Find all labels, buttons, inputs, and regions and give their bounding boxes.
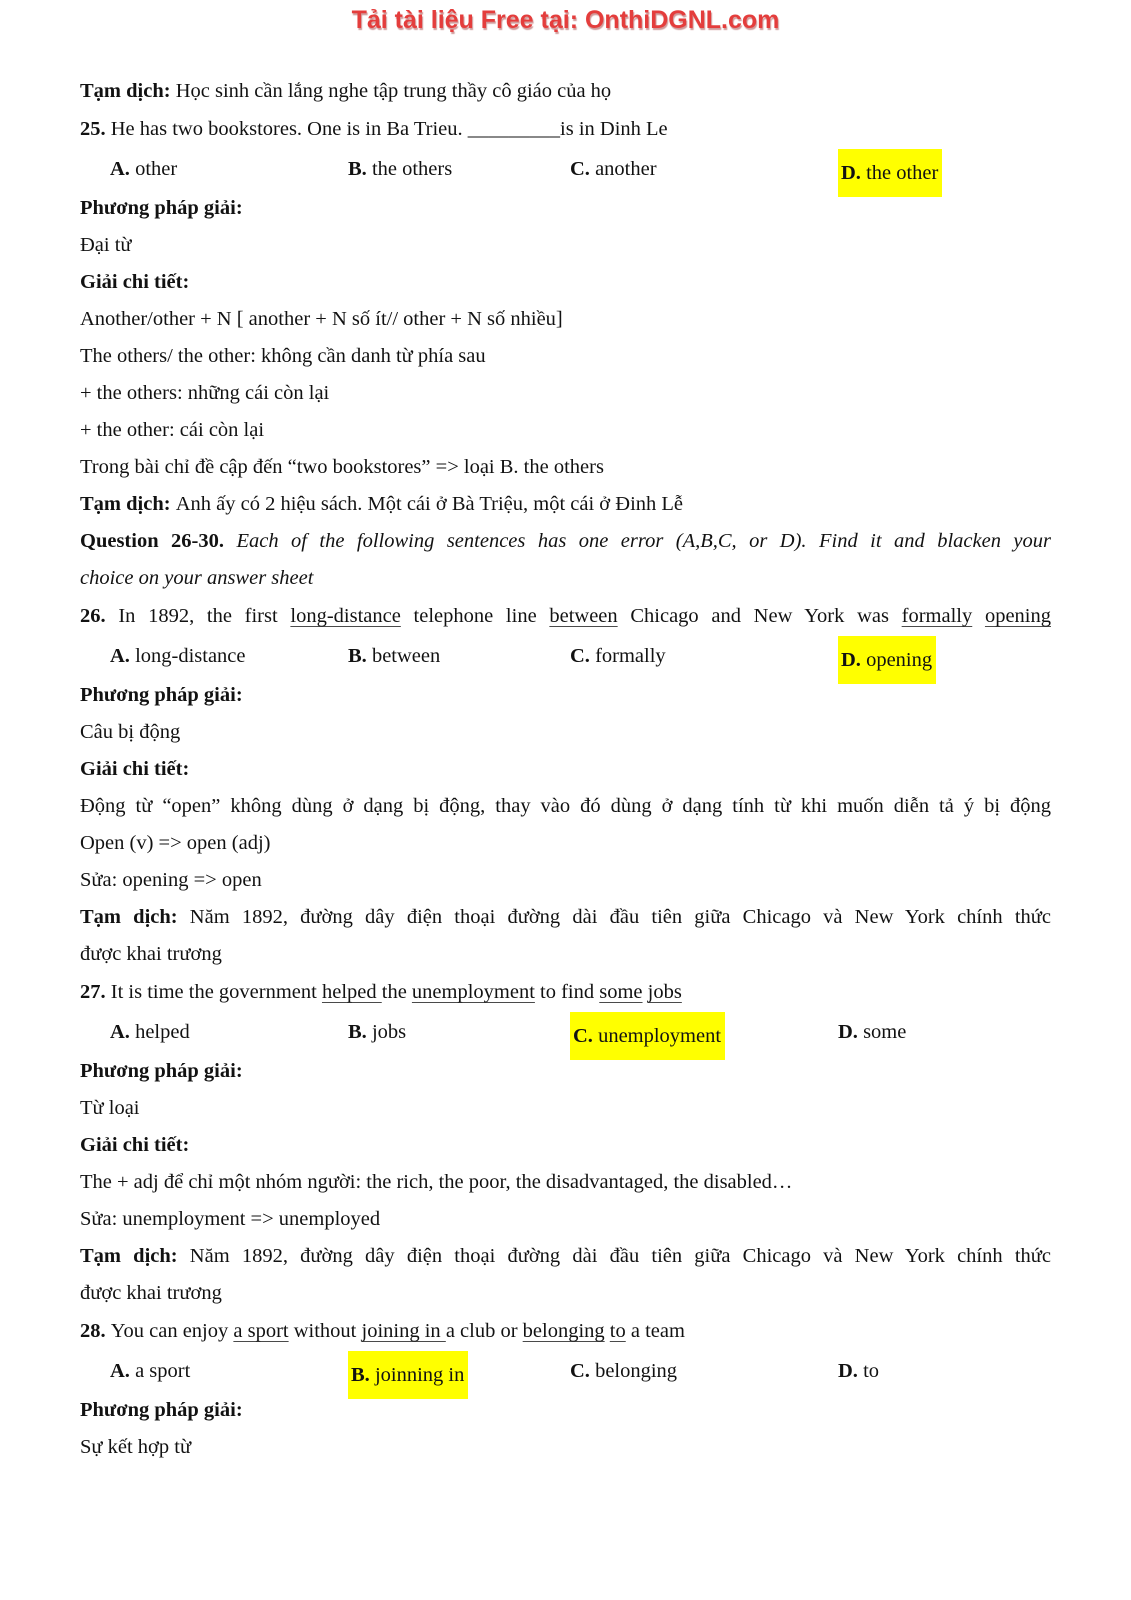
option-letter: C.: [570, 158, 596, 180]
text-run: unemployment: [411, 981, 535, 1003]
para-tamdich-q24: [80, 73, 1051, 110]
option-text: formally: [595, 645, 666, 667]
option-letter: B.: [351, 1364, 375, 1386]
option-letter: D.: [841, 162, 867, 184]
heading-giai-chi-tiet-27: [80, 1127, 1051, 1164]
option-b: [348, 1351, 468, 1399]
option-c: [570, 149, 657, 190]
option-letter: C.: [573, 1025, 599, 1047]
para-tamdich-q27-line-2: [80, 1275, 1051, 1312]
text-run: He has two bookstores. One is in Ba Trieu. _________is in Dinh Le: [110, 118, 668, 140]
para-sua-opening: [80, 862, 1051, 899]
option-text: the others: [371, 158, 453, 180]
text-run: Đại từ: [80, 234, 132, 256]
option-c: [570, 1351, 677, 1392]
option-a: [110, 1351, 190, 1392]
text-run: a team: [625, 1320, 685, 1342]
text-run: It is time the government: [110, 981, 322, 1003]
para-tamdich-q26-line-1: [80, 899, 1051, 936]
text-run: Năm 1892, đường dây điện thoại đường dài đầu tiên giữa Chicago và New York chính thức: [189, 906, 1051, 928]
text-run: Tạm dịch:: [80, 1245, 190, 1267]
text-run: choice on your answer sheet: [80, 567, 314, 589]
text-run: In 1892, the first: [118, 605, 291, 627]
option-text: unemployment: [598, 1025, 722, 1047]
text-run: Chicago and New York was: [617, 605, 902, 627]
option-b: [348, 1012, 406, 1053]
para-the-others-rule: [80, 338, 1051, 375]
text-run: Phương pháp giải:: [80, 684, 243, 706]
options-27: [80, 1012, 1051, 1053]
text-run: + the others: những cái còn lại: [80, 382, 330, 404]
text-run: được khai trương: [80, 943, 222, 965]
text-run: Sửa: unemployment => unemployed: [80, 1208, 381, 1230]
para-the-other-meaning: [80, 412, 1051, 449]
para-tu-loai: [80, 1090, 1051, 1127]
text-run: joining in: [361, 1320, 446, 1342]
text-run: Phương pháp giải:: [80, 1060, 243, 1082]
option-text: helped: [135, 1021, 190, 1043]
option-text: joinning in: [374, 1364, 465, 1386]
option-letter: D.: [841, 649, 867, 671]
option-text: some: [863, 1021, 907, 1043]
text-run: Phương pháp giải:: [80, 197, 243, 219]
text-run: telephone line: [400, 605, 550, 627]
text-run: between: [549, 605, 618, 627]
heading-phuong-phap-giai-27: [80, 1053, 1051, 1090]
para-su-ket-hop-tu: [80, 1429, 1051, 1466]
text-run: Open (v) => open (adj): [80, 832, 271, 854]
option-d: [838, 149, 942, 197]
text-run: Sự kết hợp từ: [80, 1436, 192, 1458]
para-the-others-meaning: [80, 375, 1051, 412]
text-run: 26.: [80, 605, 119, 627]
option-letter: B.: [348, 1021, 372, 1043]
option-text: the other: [866, 162, 939, 184]
option-letter: A.: [110, 1360, 136, 1382]
para-question-26-30-instruction: [80, 523, 1051, 597]
para-tamdich-q25: [80, 486, 1051, 523]
option-text: jobs: [371, 1021, 407, 1043]
text-run: helped: [321, 981, 382, 1003]
option-c: [570, 636, 666, 677]
text-run: Năm 1892, đường dây điện thoại đường dài đầu tiên giữa Chicago và New York chính thức: [189, 1245, 1051, 1267]
options-25: [80, 149, 1051, 190]
para-sua-unemployment: [80, 1201, 1051, 1238]
question-26: [80, 597, 1051, 636]
option-d: [838, 1351, 879, 1392]
heading-giai-chi-tiet-26: [80, 751, 1051, 788]
para-question-26-30-instruction-line-1: [80, 523, 1051, 560]
text-run: Từ loại: [80, 1097, 140, 1119]
question-28: [80, 1312, 1051, 1351]
document-content: [80, 73, 1051, 1466]
para-tamdich-q27: [80, 1238, 1051, 1312]
option-text: to: [863, 1360, 880, 1382]
option-text: other: [135, 158, 178, 180]
text-run: Tạm dịch:: [80, 80, 176, 102]
heading-giai-chi-tiet-25: [80, 264, 1051, 301]
text-run: Giải chi tiết:: [80, 758, 190, 780]
option-a: [110, 149, 177, 190]
option-a: [110, 636, 246, 677]
option-text: a sport: [135, 1360, 191, 1382]
option-b: [348, 149, 452, 190]
text-run: Tạm dịch:: [80, 906, 190, 928]
options-26: [80, 636, 1051, 677]
option-text: another: [595, 158, 657, 180]
option-a: [110, 1012, 190, 1053]
question-25: [80, 110, 1051, 149]
text-run: some: [599, 981, 643, 1003]
option-letter: A.: [110, 158, 136, 180]
text-run: The + adj để chỉ một nhóm người: the rich, the poor, the disadvantaged, the disabled…: [80, 1171, 793, 1193]
option-letter: A.: [110, 645, 136, 667]
para-the-adj-rule: [80, 1164, 1051, 1201]
options-28: [80, 1351, 1051, 1392]
text-run: Giải chi tiết:: [80, 271, 190, 293]
text-run: Each of the following sentences has one error (A,B,C, or D). Find it and blacken your: [236, 530, 1051, 552]
text-run: Động từ “open” không dùng ở dạng bị động, thay vào đó dùng ở dạng tính từ khi muốn diễn tả ý bị động: [80, 795, 1051, 817]
text-run: opening: [984, 605, 1051, 627]
para-tamdich-q26-line-2: [80, 936, 1051, 973]
text-run: long-distance: [290, 605, 401, 627]
option-text: belonging: [595, 1360, 678, 1382]
heading-phuong-phap-giai-28: [80, 1392, 1051, 1429]
text-run: Trong bài chỉ đề cập đến “two bookstores” => loại B. the others: [80, 456, 604, 478]
text-run: formally: [901, 605, 973, 627]
text-run: jobs: [647, 981, 682, 1003]
text-run: a club or: [445, 1320, 523, 1342]
text-run: You can enjoy: [110, 1320, 234, 1342]
option-c: [570, 1012, 725, 1060]
text-run: Anh ấy có 2 hiệu sách. Một cái ở Bà Triệu, một cái ở Đinh Lễ: [175, 493, 684, 515]
text-run: without: [288, 1320, 362, 1342]
text-run: Question 26-30.: [80, 530, 237, 552]
para-question-26-30-instruction-line-2: [80, 560, 1051, 597]
para-tamdich-q26: [80, 899, 1051, 973]
text-run: the: [381, 981, 412, 1003]
para-cau-bi-dong: [80, 714, 1051, 751]
text-run: Another/other + N [ another + N số ít// other + N số nhiều]: [80, 308, 563, 330]
text-run: [972, 605, 985, 627]
text-run: Giải chi tiết:: [80, 1134, 190, 1156]
text-run: to find: [534, 981, 600, 1003]
text-run: Câu bị động: [80, 721, 181, 743]
text-run: 25.: [80, 118, 111, 140]
text-run: to: [609, 1320, 626, 1342]
option-letter: B.: [348, 158, 372, 180]
option-text: between: [371, 645, 441, 667]
text-run: a sport: [233, 1320, 289, 1342]
text-run: belonging: [522, 1320, 605, 1342]
text-run: 28.: [80, 1320, 111, 1342]
text-run: Học sinh cần lắng nghe tập trung thầy cô giáo của họ: [175, 80, 612, 102]
text-run: 27.: [80, 981, 111, 1003]
para-another-other-rule: [80, 301, 1051, 338]
option-letter: C.: [570, 1360, 596, 1382]
text-run: Tạm dịch:: [80, 493, 176, 515]
option-text: long-distance: [135, 645, 246, 667]
page-header-watermark: Tải tài liệu Free tại: OnthiDGNL.com: [351, 6, 780, 34]
option-b: [348, 636, 440, 677]
para-tamdich-q27-line-1: [80, 1238, 1051, 1275]
para-open-v-adj: [80, 825, 1051, 862]
text-run: Sửa: opening => open: [80, 869, 262, 891]
option-letter: C.: [570, 645, 596, 667]
para-trong-bai: [80, 449, 1051, 486]
option-letter: D.: [838, 1360, 864, 1382]
option-text: opening: [866, 649, 933, 671]
option-d: [838, 636, 936, 684]
option-d: [838, 1012, 906, 1053]
para-dong-tu-open: [80, 788, 1051, 825]
option-letter: D.: [838, 1021, 864, 1043]
text-run: Phương pháp giải:: [80, 1399, 243, 1421]
option-letter: B.: [348, 645, 372, 667]
para-dai-tu: [80, 227, 1051, 264]
text-run: The others/ the other: không cần danh từ phía sau: [80, 345, 486, 367]
text-run: được khai trương: [80, 1282, 222, 1304]
option-letter: A.: [110, 1021, 136, 1043]
text-run: + the other: cái còn lại: [80, 419, 265, 441]
question-27: [80, 973, 1051, 1012]
